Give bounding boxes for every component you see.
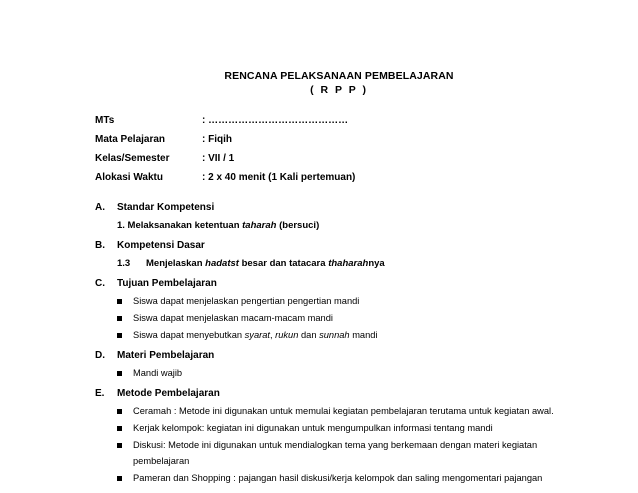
item-text: besar dan tatacara — [238, 258, 329, 269]
section-b-number: 1.3 — [117, 258, 131, 269]
bullet-square-icon — [117, 443, 122, 448]
item-text: Menjelaskan — [146, 258, 206, 269]
list-item-text — [133, 330, 378, 340]
item-italic-term: thaharah — [328, 258, 369, 269]
item-italic-term: hadatst — [205, 258, 239, 269]
section-letter: D. — [95, 350, 105, 361]
identity-value: : …………………………………… — [202, 115, 349, 126]
list-item-text: Kerjak kelompok: kegiatan ini digunakan untuk mengumpulkan informasi tentang mandi — [133, 423, 493, 433]
section-title: Metode Pembelajaran — [117, 388, 220, 399]
bullet-square-icon — [117, 426, 122, 431]
identity-value: : Fiqih — [202, 134, 232, 145]
item-text: dan — [298, 330, 320, 340]
bullet-square-icon — [117, 333, 122, 338]
item-text: (bersuci) — [276, 220, 320, 231]
identity-label: MTs — [95, 115, 115, 126]
bullet-square-icon — [117, 476, 122, 481]
list-item-text: Mandi wajib — [133, 368, 183, 378]
section-letter: A. — [95, 202, 105, 213]
identity-label: Alokasi Waktu — [95, 172, 163, 183]
identity-label: Kelas/Semester — [95, 153, 170, 164]
item-text: , — [269, 330, 276, 340]
bullet-square-icon — [117, 409, 122, 414]
item-text: 1. Melaksanakan ketentuan — [117, 220, 243, 231]
identity-value: : VII / 1 — [202, 153, 235, 164]
bullet-square-icon — [117, 316, 122, 321]
list-item-text: pembelajaran — [133, 456, 190, 466]
section-title: Tujuan Pembelajaran — [117, 278, 217, 289]
section-letter: E. — [95, 388, 105, 399]
list-item-text: Ceramah : Metode ini digunakan untuk memulai kegiatan pembelajaran terutama untuk kegiatan awal. — [133, 406, 554, 416]
section-title: Materi Pembelajaran — [117, 350, 215, 361]
identity-label: Mata Pelajaran — [95, 134, 166, 145]
bullet-square-icon — [117, 299, 122, 304]
bullet-square-icon — [117, 371, 122, 376]
section-b-item — [146, 258, 385, 269]
list-item-text: Siswa dapat menjelaskan pengertian pengertian mandi — [133, 296, 360, 306]
section-letter: C. — [95, 278, 105, 289]
item-text: nya — [368, 258, 385, 269]
list-item-text: Diskusi: Metode ini digunakan untuk mendialogkan tema yang berkemaan dengan materi kegiatan — [133, 440, 538, 450]
item-text: mandi — [349, 330, 378, 340]
list-item-text: Siswa dapat menjelaskan macam-macam mandi — [133, 313, 333, 323]
section-title: Standar Kompetensi — [117, 202, 215, 213]
item-italic-term: rukun — [275, 330, 299, 340]
document-title: RENCANA PELAKSANAAN PEMBELAJARAN — [224, 70, 454, 82]
section-letter: B. — [95, 240, 105, 251]
document-subtitle: ( R P P ) — [310, 84, 368, 96]
item-italic-term: taharah — [242, 220, 277, 231]
item-text: Siswa dapat menyebutkan — [133, 330, 245, 340]
item-italic-term: sunnah — [319, 330, 350, 340]
section-a-item — [117, 220, 319, 231]
identity-value: : 2 x 40 menit (1 Kali pertemuan) — [202, 172, 356, 183]
item-italic-term: syarat — [244, 330, 270, 340]
section-title: Kompetensi Dasar — [117, 240, 205, 251]
list-item-text: Pameran dan Shopping : pajangan hasil diskusi/kerja kelompok dan saling mengomentari pajangan — [133, 473, 543, 483]
